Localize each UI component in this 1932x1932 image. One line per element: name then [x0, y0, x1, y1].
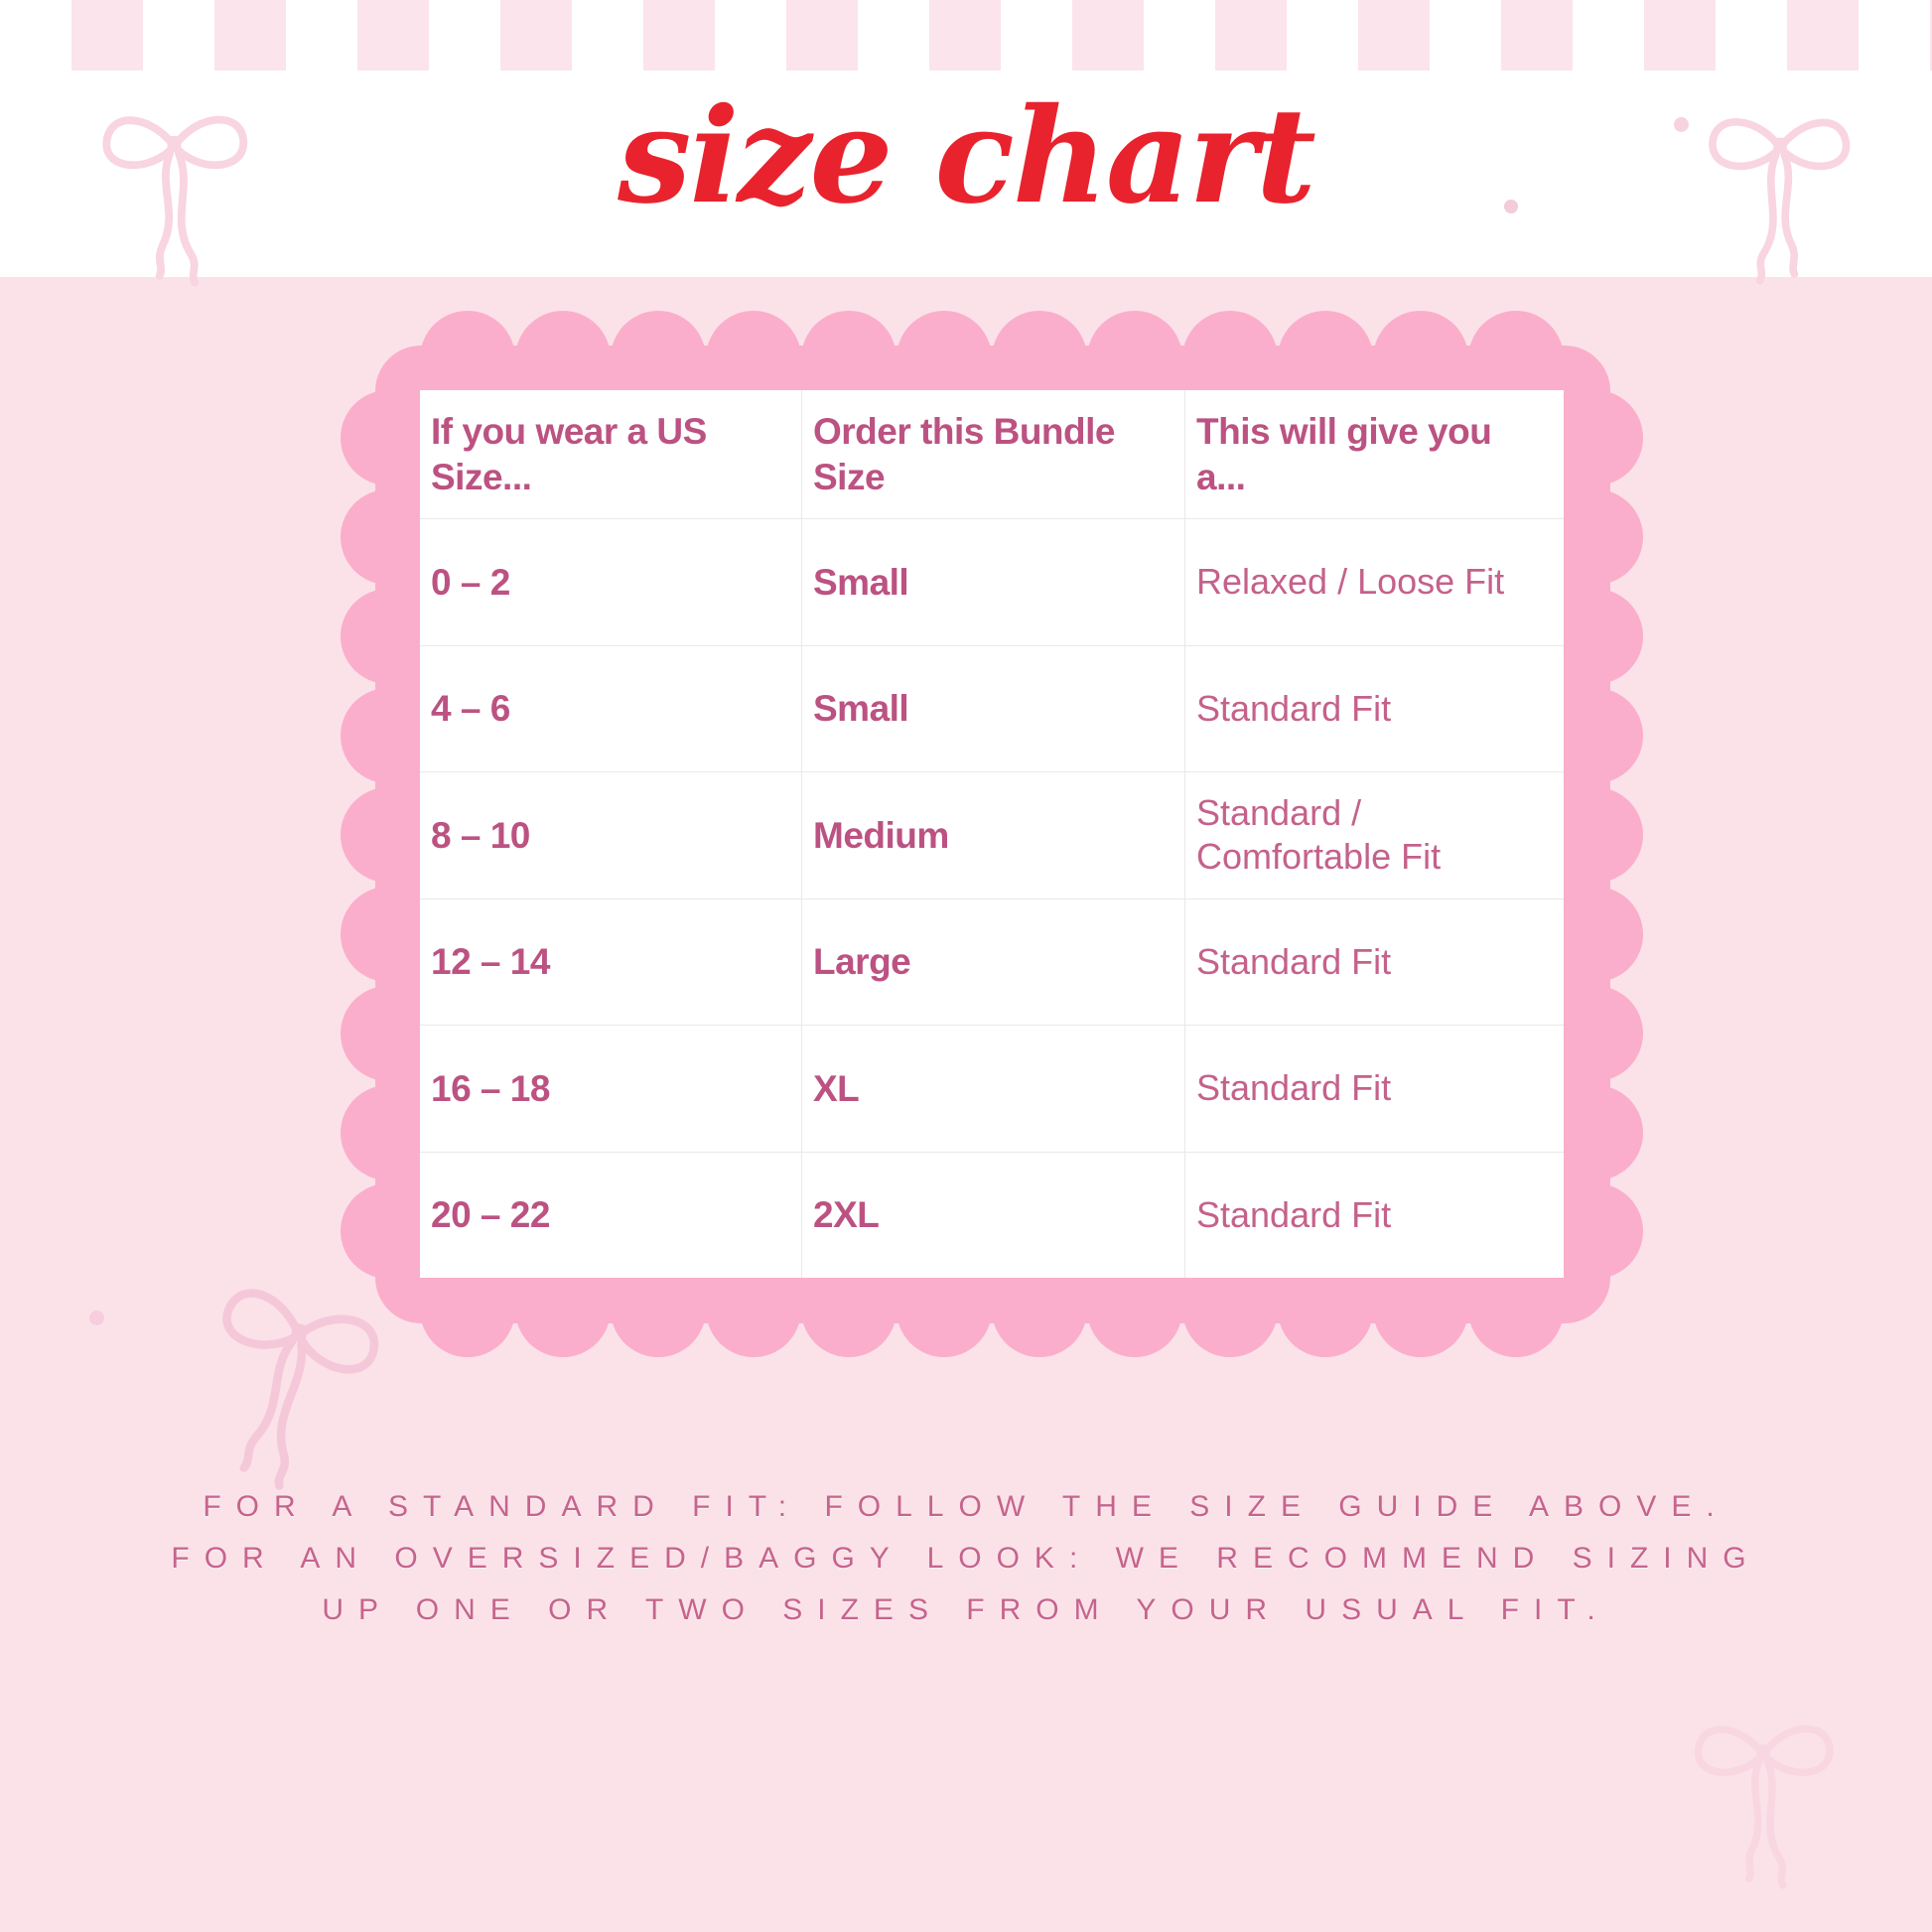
confetti-dot	[1674, 117, 1689, 132]
table-cell-fit: Standard Fit	[1184, 1025, 1564, 1152]
table-cell-bundle-size: 2XL	[801, 1152, 1184, 1279]
table-cell-us-size: 20 – 22	[420, 1152, 801, 1279]
ribbon-bow-icon	[1680, 1700, 1847, 1890]
size-table	[420, 390, 1564, 1278]
table-cell-bundle-size: Medium	[801, 771, 1184, 898]
table-cell-us-size: 12 – 14	[420, 898, 801, 1026]
table-cell-us-size: 16 – 18	[420, 1025, 801, 1152]
table-cell-bundle-size: Small	[801, 645, 1184, 772]
table-cell-bundle-size: XL	[801, 1025, 1184, 1152]
table-header-fit: This will give you a...	[1184, 390, 1564, 518]
table-cell-us-size: 0 – 2	[420, 518, 801, 645]
table-cell-bundle-size: Large	[801, 898, 1184, 1026]
table-header-bundle-size: Order this Bundle Size	[801, 390, 1184, 518]
table-cell-fit: Standard / Comfortable Fit	[1184, 771, 1564, 898]
confetti-dot	[1504, 200, 1518, 213]
table-cell-bundle-size: Small	[801, 518, 1184, 645]
fit-note-line: FOR AN OVERSIZED/BAGGY LOOK: WE RECOMMEND SIZING	[171, 1542, 1761, 1575]
table-cell-us-size: 8 – 10	[420, 771, 801, 898]
fit-note-line: UP ONE OR TWO SIZES FROM YOUR USUAL FIT.	[322, 1593, 1610, 1626]
table-cell-fit: Standard Fit	[1184, 645, 1564, 772]
ribbon-bow-icon	[87, 89, 261, 288]
table-header-us-size: If you wear a US Size...	[431, 411, 707, 497]
confetti-dot	[89, 1311, 104, 1325]
table-cell-fit: Standard Fit	[1184, 898, 1564, 1026]
table-cell-fit: Relaxed / Loose Fit	[1184, 518, 1564, 645]
header-band	[0, 0, 1932, 277]
page-title: size chart	[618, 79, 1314, 233]
striped-awning	[0, 0, 1932, 70]
ribbon-bow-icon	[1696, 92, 1864, 286]
fit-note	[0, 1481, 1932, 1636]
fit-note-line: FOR A STANDARD FIT: FOLLOW THE SIZE GUIDE ABOVE.	[203, 1490, 1729, 1523]
table-cell-fit: Standard Fit	[1184, 1152, 1564, 1279]
table-cell-us-size: 4 – 6	[420, 645, 801, 772]
